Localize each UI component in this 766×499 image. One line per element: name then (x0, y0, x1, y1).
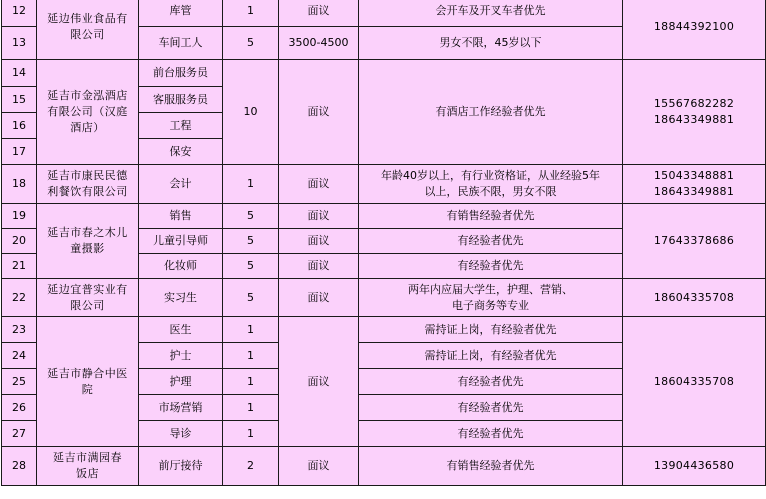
company-name: 延边宜普实业有 限公司 (37, 279, 139, 317)
headcount: 5 (223, 204, 279, 229)
company-name: 延边伟业食品有 限公司 (37, 0, 139, 60)
headcount: 1 (223, 395, 279, 421)
row-number: 12 (2, 0, 37, 27)
row-number: 17 (2, 139, 37, 165)
row-number: 14 (2, 60, 37, 87)
position: 儿童引导师 (139, 229, 223, 254)
requirement: 两年内应届大学生，护理、营销、 电子商务等专业 (359, 279, 623, 317)
position: 工程 (139, 113, 223, 139)
requirement: 男女不限，45岁以下 (359, 27, 623, 60)
headcount: 1 (223, 343, 279, 369)
position: 化妆师 (139, 254, 223, 279)
position: 市场营销 (139, 395, 223, 421)
requirement: 有销售经验者优先 (359, 447, 623, 486)
salary: 面议 (279, 165, 359, 204)
job-listing-table (1, 0, 766, 486)
headcount: 1 (223, 0, 279, 27)
headcount: 1 (223, 421, 279, 447)
requirement: 有经验者优先 (359, 421, 623, 447)
salary: 面议 (279, 279, 359, 317)
table-row (2, 204, 766, 229)
headcount: 2 (223, 447, 279, 486)
position: 销售 (139, 204, 223, 229)
headcount: 1 (223, 165, 279, 204)
contact-phone: 18604335708 (623, 317, 766, 447)
company-name: 延吉市金泓酒店 有限公司（汉庭 酒店） (37, 60, 139, 165)
row-number: 20 (2, 229, 37, 254)
position: 库管 (139, 0, 223, 27)
headcount: 5 (223, 279, 279, 317)
row-number: 13 (2, 27, 37, 60)
salary: 面议 (279, 254, 359, 279)
salary: 面议 (279, 229, 359, 254)
row-number: 27 (2, 421, 37, 447)
table-row (2, 317, 766, 343)
row-number: 16 (2, 113, 37, 139)
row-number: 21 (2, 254, 37, 279)
salary: 面议 (279, 317, 359, 447)
table-row (2, 60, 766, 87)
requirement: 有销售经验者优先 (359, 204, 623, 229)
salary: 面议 (279, 204, 359, 229)
position: 保安 (139, 139, 223, 165)
requirement: 有经验者优先 (359, 229, 623, 254)
position: 导诊 (139, 421, 223, 447)
position: 会计 (139, 165, 223, 204)
requirement: 有经验者优先 (359, 254, 623, 279)
position: 前台服务员 (139, 60, 223, 87)
position: 前厅接待 (139, 447, 223, 486)
headcount: 1 (223, 317, 279, 343)
requirement: 有酒店工作经验者优先 (359, 60, 623, 165)
row-number: 28 (2, 447, 37, 486)
headcount: 1 (223, 369, 279, 395)
headcount: 5 (223, 229, 279, 254)
row-number: 18 (2, 165, 37, 204)
table-row (2, 165, 766, 204)
row-number: 25 (2, 369, 37, 395)
salary: 3500-4500 (279, 27, 359, 60)
row-number: 22 (2, 279, 37, 317)
table-row (2, 279, 766, 317)
position: 车间工人 (139, 27, 223, 60)
position: 护士 (139, 343, 223, 369)
requirement: 有经验者优先 (359, 369, 623, 395)
row-number: 24 (2, 343, 37, 369)
contact-phone: 18604335708 (623, 279, 766, 317)
salary: 面议 (279, 60, 359, 165)
contact-phone: 18844392100 (623, 0, 766, 60)
company-name: 延吉市满园春 饭店 (37, 447, 139, 486)
table-row (2, 447, 766, 486)
headcount: 5 (223, 254, 279, 279)
position: 客服服务员 (139, 87, 223, 113)
contact-phone: 15043348881 18643349881 (623, 165, 766, 204)
company-name: 延吉市康民民德 利餐饮有限公司 (37, 165, 139, 204)
table-row (2, 0, 766, 27)
headcount: 10 (223, 60, 279, 165)
requirement: 需持证上岗，有经验者优先 (359, 317, 623, 343)
row-number: 23 (2, 317, 37, 343)
requirement: 需持证上岗，有经验者优先 (359, 343, 623, 369)
company-name: 延吉市春之木儿 童摄影 (37, 204, 139, 279)
row-number: 19 (2, 204, 37, 229)
position: 医生 (139, 317, 223, 343)
position: 护理 (139, 369, 223, 395)
row-number: 15 (2, 87, 37, 113)
requirement: 年龄40岁以上，有行业资格证，从业经验5年 以上，民族不限，男女不限 (359, 165, 623, 204)
company-name: 延吉市静合中医 院 (37, 317, 139, 447)
contact-phone: 13904436580 (623, 447, 766, 486)
requirement: 有经验者优先 (359, 395, 623, 421)
contact-phone: 15567682282 18643349881 (623, 60, 766, 165)
contact-phone: 17643378686 (623, 204, 766, 279)
headcount: 5 (223, 27, 279, 60)
salary: 面议 (279, 447, 359, 486)
row-number: 26 (2, 395, 37, 421)
requirement: 会开车及开叉车者优先 (359, 0, 623, 27)
position: 实习生 (139, 279, 223, 317)
salary: 面议 (279, 0, 359, 27)
